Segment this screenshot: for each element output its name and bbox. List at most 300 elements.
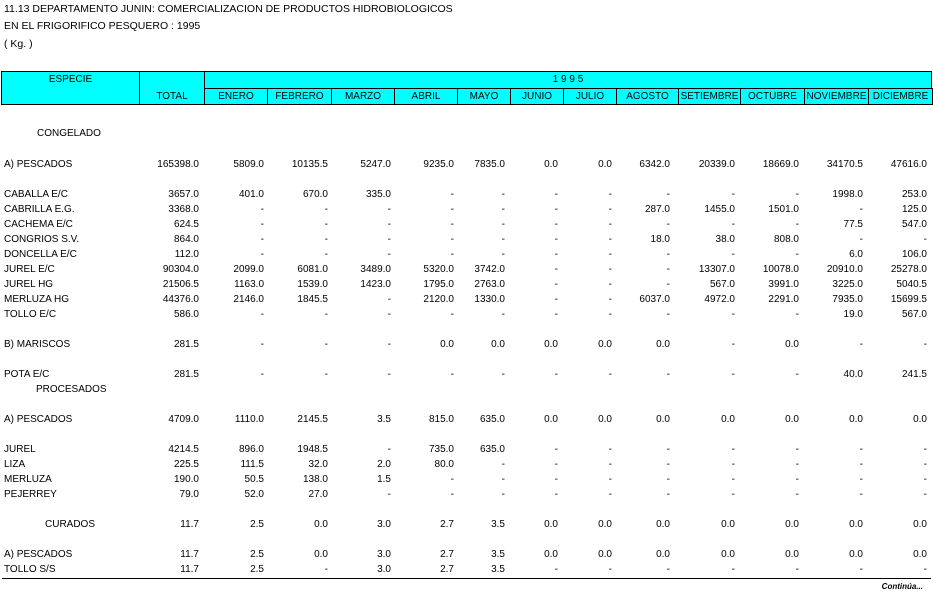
cell-diciembre: 547.0 [901, 219, 927, 230]
cell-octubre: 2291.0 [768, 294, 799, 305]
title-units: ( Kg. ) [4, 38, 33, 50]
cell-junio: - [554, 249, 558, 260]
cell-total: 11.7 [180, 549, 199, 560]
cell-marzo: 3.0 [377, 564, 391, 575]
cell-julio: - [608, 369, 612, 380]
header-month-label: NOVIEMBRE [806, 91, 867, 102]
cell-mayo: - [501, 474, 505, 485]
cell-noviembre: 40.0 [843, 369, 863, 380]
table-row [0, 247, 933, 262]
cell-enero: 2146.0 [233, 294, 264, 305]
cell-marzo: - [387, 249, 391, 260]
cell-abril: 1795.0 [423, 279, 454, 290]
table-row [0, 547, 933, 562]
cell-enero: 401.0 [238, 189, 264, 200]
cell-marzo: 2.0 [377, 459, 391, 470]
section-row [0, 126, 933, 141]
cell-setiembre: 4972.0 [704, 294, 735, 305]
cell-mayo: 3742.0 [474, 264, 505, 275]
header-month-label: FEBRERO [275, 91, 324, 102]
cell-febrero: 32.0 [308, 459, 328, 470]
cell-mayo: - [501, 459, 505, 470]
cell-junio: - [554, 294, 558, 305]
cell-mayo: - [501, 369, 505, 380]
cell-agosto: - [666, 279, 670, 290]
table-row [0, 562, 933, 577]
cell-total: 11.7 [180, 519, 199, 530]
cell-abril: 2120.0 [423, 294, 454, 305]
cell-mayo: 3.5 [491, 549, 505, 560]
cell-enero: 896.0 [238, 444, 264, 455]
cell-setiembre: - [731, 444, 735, 455]
header-month-label: MAYO [469, 91, 499, 102]
cell-diciembre: 253.0 [901, 189, 927, 200]
cell-setiembre: - [731, 189, 735, 200]
cell-agosto: - [666, 489, 670, 500]
cell-enero: 1163.0 [234, 279, 264, 290]
cell-enero: 2.5 [250, 519, 264, 530]
cell-febrero: 670.0 [302, 189, 328, 200]
cell-diciembre: 125.0 [901, 204, 927, 215]
cell-setiembre: 13307.0 [698, 264, 735, 275]
cell-total: 21506.5 [162, 279, 199, 290]
cell-marzo: - [387, 219, 391, 230]
cell-noviembre: 7935.0 [832, 294, 863, 305]
cell-octubre: 1501.0 [768, 204, 799, 215]
cell-diciembre: 5040.5 [896, 279, 927, 290]
cell-noviembre: - [859, 459, 863, 470]
cell-julio: - [608, 489, 612, 500]
cell-julio: 0.0 [598, 549, 612, 560]
cell-junio: - [554, 219, 558, 230]
cell-diciembre: 567.0 [901, 309, 927, 320]
cell-febrero: 138.0 [302, 474, 328, 485]
cell-julio: - [608, 444, 612, 455]
cell-octubre: 0.0 [785, 549, 799, 560]
table-row [0, 232, 933, 247]
cell-enero: 2.5 [250, 549, 264, 560]
cell-noviembre: - [859, 234, 863, 245]
cell-setiembre: 0.0 [721, 414, 735, 425]
cell-octubre: - [795, 219, 799, 230]
cell-total: 3657.0 [168, 189, 199, 200]
cell-julio: 0.0 [598, 159, 612, 170]
table-row [0, 337, 933, 352]
cell-junio: - [554, 309, 558, 320]
cell-total: 165398.0 [157, 159, 199, 170]
cell-junio: - [554, 279, 558, 290]
cell-enero: - [260, 339, 264, 350]
cell-marzo: 1.5 [377, 474, 391, 485]
row-label: B) MARISCOS [4, 339, 71, 350]
cell-marzo: - [387, 444, 391, 455]
header-month-label: DICIEMBRE [872, 91, 929, 102]
row-label: CABRILLA E.G. [4, 204, 75, 215]
cell-octubre: 3991.0 [768, 279, 799, 290]
cell-total: 79.0 [179, 489, 199, 500]
cell-marzo: 3.5 [377, 414, 391, 425]
cell-mayo: - [501, 234, 505, 245]
row-label: CACHEMA E/C [4, 219, 73, 230]
header-month-label: JUNIO [522, 91, 552, 102]
cell-diciembre: - [923, 564, 927, 575]
cell-abril: - [450, 204, 454, 215]
cell-setiembre: - [731, 309, 735, 320]
cell-octubre: - [795, 489, 799, 500]
cell-octubre: - [795, 459, 799, 470]
section-row [0, 517, 933, 532]
cell-marzo: 335.0 [365, 189, 391, 200]
cell-junio: - [554, 444, 558, 455]
cell-agosto: 6342.0 [639, 159, 670, 170]
cell-agosto: 0.0 [656, 414, 670, 425]
cell-enero: 50.5 [244, 474, 264, 485]
cell-noviembre: 0.0 [849, 414, 863, 425]
table-row [0, 262, 933, 277]
cell-marzo: - [387, 204, 391, 215]
cell-abril: - [450, 189, 454, 200]
cell-octubre: - [795, 189, 799, 200]
cell-marzo: 1423.0 [360, 279, 391, 290]
table-row [0, 157, 933, 172]
row-label: JUREL E/C [4, 264, 55, 275]
cell-octubre: - [795, 249, 799, 260]
cell-mayo: 2763.0 [474, 279, 505, 290]
cell-enero: 1110.0 [234, 414, 264, 425]
cell-total: 281.5 [173, 369, 199, 380]
cell-febrero: 10135.5 [291, 159, 328, 170]
cell-setiembre: 0.0 [721, 549, 735, 560]
cell-febrero: - [324, 204, 328, 215]
cell-noviembre: 1998.0 [832, 189, 863, 200]
cell-enero: - [260, 234, 264, 245]
cell-febrero: - [324, 339, 328, 350]
cell-febrero: - [324, 219, 328, 230]
cell-setiembre: 1455.0 [704, 204, 735, 215]
cell-mayo: - [501, 219, 505, 230]
cell-agosto: - [666, 219, 670, 230]
cell-julio: - [608, 564, 612, 575]
cell-abril: - [450, 369, 454, 380]
cell-total: 44376.0 [162, 294, 199, 305]
cell-noviembre: - [859, 204, 863, 215]
row-label: MERLUZA HG [4, 294, 70, 305]
cell-noviembre: - [859, 474, 863, 485]
cell-diciembre: 0.0 [913, 549, 927, 560]
cell-junio: 0.0 [544, 414, 558, 425]
row-label: A) PESCADOS [4, 159, 73, 170]
header-month-label: JULIO [575, 91, 605, 102]
cell-setiembre: 38.0 [715, 234, 735, 245]
cell-julio: 0.0 [598, 414, 612, 425]
cell-setiembre: - [731, 474, 735, 485]
cell-junio: - [554, 204, 558, 215]
cell-octubre: 0.0 [785, 414, 799, 425]
cell-febrero: - [324, 249, 328, 260]
cell-febrero: 1948.5 [297, 444, 328, 455]
table-row [0, 217, 933, 232]
cell-mayo: - [501, 204, 505, 215]
cell-enero: 2.5 [250, 564, 264, 575]
cell-total: 624.5 [173, 219, 199, 230]
cell-agosto: 0.0 [656, 339, 670, 350]
continua-note: Continúa... [881, 582, 923, 591]
cell-diciembre: - [923, 489, 927, 500]
cell-noviembre: 0.0 [849, 519, 863, 530]
cell-abril: - [450, 219, 454, 230]
cell-junio: 0.0 [544, 159, 558, 170]
cell-total: 586.0 [173, 309, 199, 320]
cell-diciembre: 106.0 [901, 249, 927, 260]
cell-noviembre: 6.0 [849, 249, 863, 260]
cell-julio: - [608, 189, 612, 200]
row-label: A) PESCADOS [4, 549, 73, 560]
cell-setiembre: 20339.0 [698, 159, 735, 170]
cell-diciembre: - [923, 234, 927, 245]
cell-agosto: - [666, 459, 670, 470]
table-row [0, 412, 933, 427]
cell-abril: 9235.0 [423, 159, 454, 170]
table-row [0, 472, 933, 487]
row-label: LIZA [4, 459, 26, 470]
cell-mayo: - [501, 249, 505, 260]
cell-mayo: 3.5 [491, 564, 505, 575]
row-label: PEJERREY [4, 489, 57, 500]
cell-febrero: - [324, 234, 328, 245]
table-row [0, 292, 933, 307]
cell-noviembre: 20910.0 [826, 264, 863, 275]
cell-junio: 0.0 [544, 339, 558, 350]
section-label: PROCESADOS [36, 384, 107, 395]
cell-febrero: - [324, 369, 328, 380]
cell-mayo: - [501, 309, 505, 320]
cell-noviembre: - [859, 339, 863, 350]
cell-setiembre: - [731, 459, 735, 470]
cell-noviembre: 19.0 [843, 309, 863, 320]
header-month-label: AGOSTO [626, 91, 669, 102]
cell-noviembre: - [859, 489, 863, 500]
cell-agosto: 287.0 [644, 204, 670, 215]
cell-diciembre: 0.0 [913, 519, 927, 530]
cell-mayo: 0.0 [491, 339, 505, 350]
cell-diciembre: 241.5 [901, 369, 927, 380]
cell-noviembre: - [859, 444, 863, 455]
cell-julio: - [608, 264, 612, 275]
cell-total: 225.5 [173, 459, 199, 470]
cell-marzo: - [387, 234, 391, 245]
cell-enero: 52.0 [244, 489, 264, 500]
row-label: MERLUZA [4, 474, 52, 485]
cell-diciembre: - [923, 474, 927, 485]
cell-agosto: - [666, 189, 670, 200]
cell-agosto: 18.0 [650, 234, 670, 245]
cell-agosto: - [666, 369, 670, 380]
cell-total: 90304.0 [162, 264, 199, 275]
cell-enero: - [260, 309, 264, 320]
cell-julio: - [608, 459, 612, 470]
cell-agosto: - [666, 264, 670, 275]
header-month-label: OCTUBRE [748, 91, 797, 102]
cell-diciembre: 47616.0 [890, 159, 927, 170]
section-label: CURADOS [45, 519, 96, 530]
cell-febrero: - [324, 564, 328, 575]
cell-abril: - [450, 489, 454, 500]
cell-marzo: - [387, 489, 391, 500]
cell-julio: 0.0 [598, 339, 612, 350]
cell-agosto: - [666, 444, 670, 455]
cell-diciembre: - [923, 444, 927, 455]
cell-noviembre: 77.5 [843, 219, 863, 230]
cell-agosto: - [666, 564, 670, 575]
cell-setiembre: - [731, 249, 735, 260]
cell-setiembre: - [731, 564, 735, 575]
row-label: POTA E/C [4, 369, 50, 380]
header-month-label: ENERO [218, 91, 254, 102]
cell-mayo: 1330.0 [474, 294, 505, 305]
header-especie-label: ESPECIE [48, 74, 93, 85]
cell-marzo: - [387, 294, 391, 305]
cell-abril: 2.7 [440, 564, 454, 575]
cell-mayo: 7835.0 [474, 159, 505, 170]
row-label: CONGRIOS S.V. [4, 234, 80, 245]
table-row [0, 202, 933, 217]
cell-abril: 0.0 [440, 339, 454, 350]
cell-octubre: 0.0 [785, 519, 799, 530]
cell-enero: - [260, 249, 264, 260]
cell-junio: 0.0 [544, 549, 558, 560]
cell-total: 4214.5 [168, 444, 199, 455]
cell-julio: - [608, 279, 612, 290]
cell-enero: 111.5 [240, 459, 264, 470]
cell-julio: - [608, 294, 612, 305]
cell-marzo: - [387, 369, 391, 380]
header-month-label: ABRIL [411, 91, 441, 102]
cell-agosto: - [666, 474, 670, 485]
cell-junio: - [554, 234, 558, 245]
cell-julio: - [608, 219, 612, 230]
row-label: JUREL [4, 444, 36, 455]
cell-febrero: 1539.0 [297, 279, 328, 290]
cell-junio: - [554, 264, 558, 275]
cell-enero: - [260, 204, 264, 215]
cell-agosto: 6037.0 [639, 294, 670, 305]
cell-enero: - [260, 369, 264, 380]
cell-junio: 0.0 [544, 519, 558, 530]
cell-setiembre: - [731, 219, 735, 230]
cell-total: 864.0 [173, 234, 199, 245]
cell-abril: - [450, 234, 454, 245]
cell-abril: 5320.0 [423, 264, 454, 275]
section-row [0, 382, 933, 397]
cell-mayo: 3.5 [491, 519, 505, 530]
cell-junio: - [554, 489, 558, 500]
cell-abril: - [450, 309, 454, 320]
cell-agosto: - [666, 249, 670, 260]
cell-julio: - [608, 204, 612, 215]
cell-noviembre: 3225.0 [832, 279, 863, 290]
cell-diciembre: 25278.0 [890, 264, 927, 275]
cell-mayo: - [501, 489, 505, 500]
cell-abril: 815.0 [428, 414, 454, 425]
row-label: DONCELLA E/C [4, 249, 77, 260]
cell-total: 11.7 [180, 564, 199, 575]
cell-julio: 0.0 [598, 519, 612, 530]
cell-abril: - [450, 249, 454, 260]
cell-marzo: - [387, 339, 391, 350]
bottom-divider [2, 578, 931, 579]
cell-mayo: - [501, 189, 505, 200]
cell-marzo: 3489.0 [360, 264, 391, 275]
cell-agosto: - [666, 309, 670, 320]
cell-noviembre: 0.0 [849, 549, 863, 560]
cell-noviembre: 34170.5 [826, 159, 863, 170]
table-row [0, 487, 933, 502]
cell-diciembre: - [923, 459, 927, 470]
cell-setiembre: - [731, 489, 735, 500]
cell-setiembre: - [731, 369, 735, 380]
header-total-label: TOTAL [156, 91, 188, 102]
cell-octubre: 808.0 [773, 234, 799, 245]
cell-marzo: 3.0 [377, 519, 391, 530]
header-month-label: MARZO [344, 91, 382, 102]
cell-febrero: 0.0 [314, 519, 328, 530]
row-label: TOLLO S/S [4, 564, 56, 575]
table-row [0, 442, 933, 457]
cell-noviembre: - [859, 564, 863, 575]
cell-julio: - [608, 249, 612, 260]
cell-octubre: - [795, 444, 799, 455]
cell-febrero: 27.0 [308, 489, 328, 500]
cell-julio: - [608, 474, 612, 485]
cell-febrero: 6081.0 [297, 264, 328, 275]
cell-total: 190.0 [173, 474, 199, 485]
row-label: TOLLO E/C [4, 309, 57, 320]
cell-diciembre: 15699.5 [890, 294, 927, 305]
cell-enero: - [260, 219, 264, 230]
section-label: CONGELADO [37, 128, 101, 139]
cell-octubre: - [795, 564, 799, 575]
title-line-2: EN EL FRIGORIFICO PESQUERO : 1995 [4, 20, 201, 32]
row-label: A) PESCADOS [4, 414, 73, 425]
cell-julio: - [608, 309, 612, 320]
row-label: JUREL HG [4, 279, 54, 290]
cell-marzo: - [387, 309, 391, 320]
cell-junio: - [554, 369, 558, 380]
cell-total: 112.0 [174, 249, 199, 260]
cell-setiembre: 567.0 [709, 279, 735, 290]
cell-octubre: - [795, 474, 799, 485]
cell-abril: 735.0 [428, 444, 454, 455]
cell-diciembre: - [923, 339, 927, 350]
cell-abril: 80.0 [434, 459, 454, 470]
table-row [0, 367, 933, 382]
cell-junio: - [554, 564, 558, 575]
header-month-label: SETIEMBRE [680, 91, 739, 102]
cell-marzo: 3.0 [377, 549, 391, 560]
cell-octubre: 10078.0 [762, 264, 799, 275]
cell-enero: 5809.0 [233, 159, 264, 170]
cell-abril: 2.7 [440, 549, 454, 560]
cell-total: 3368.0 [168, 204, 199, 215]
table-row [0, 457, 933, 472]
cell-marzo: 5247.0 [360, 159, 391, 170]
cell-julio: - [608, 234, 612, 245]
cell-diciembre: 0.0 [913, 414, 927, 425]
cell-octubre: - [795, 309, 799, 320]
cell-agosto: 0.0 [656, 549, 670, 560]
cell-total: 281.5 [173, 339, 199, 350]
cell-febrero: 2145.5 [297, 414, 328, 425]
